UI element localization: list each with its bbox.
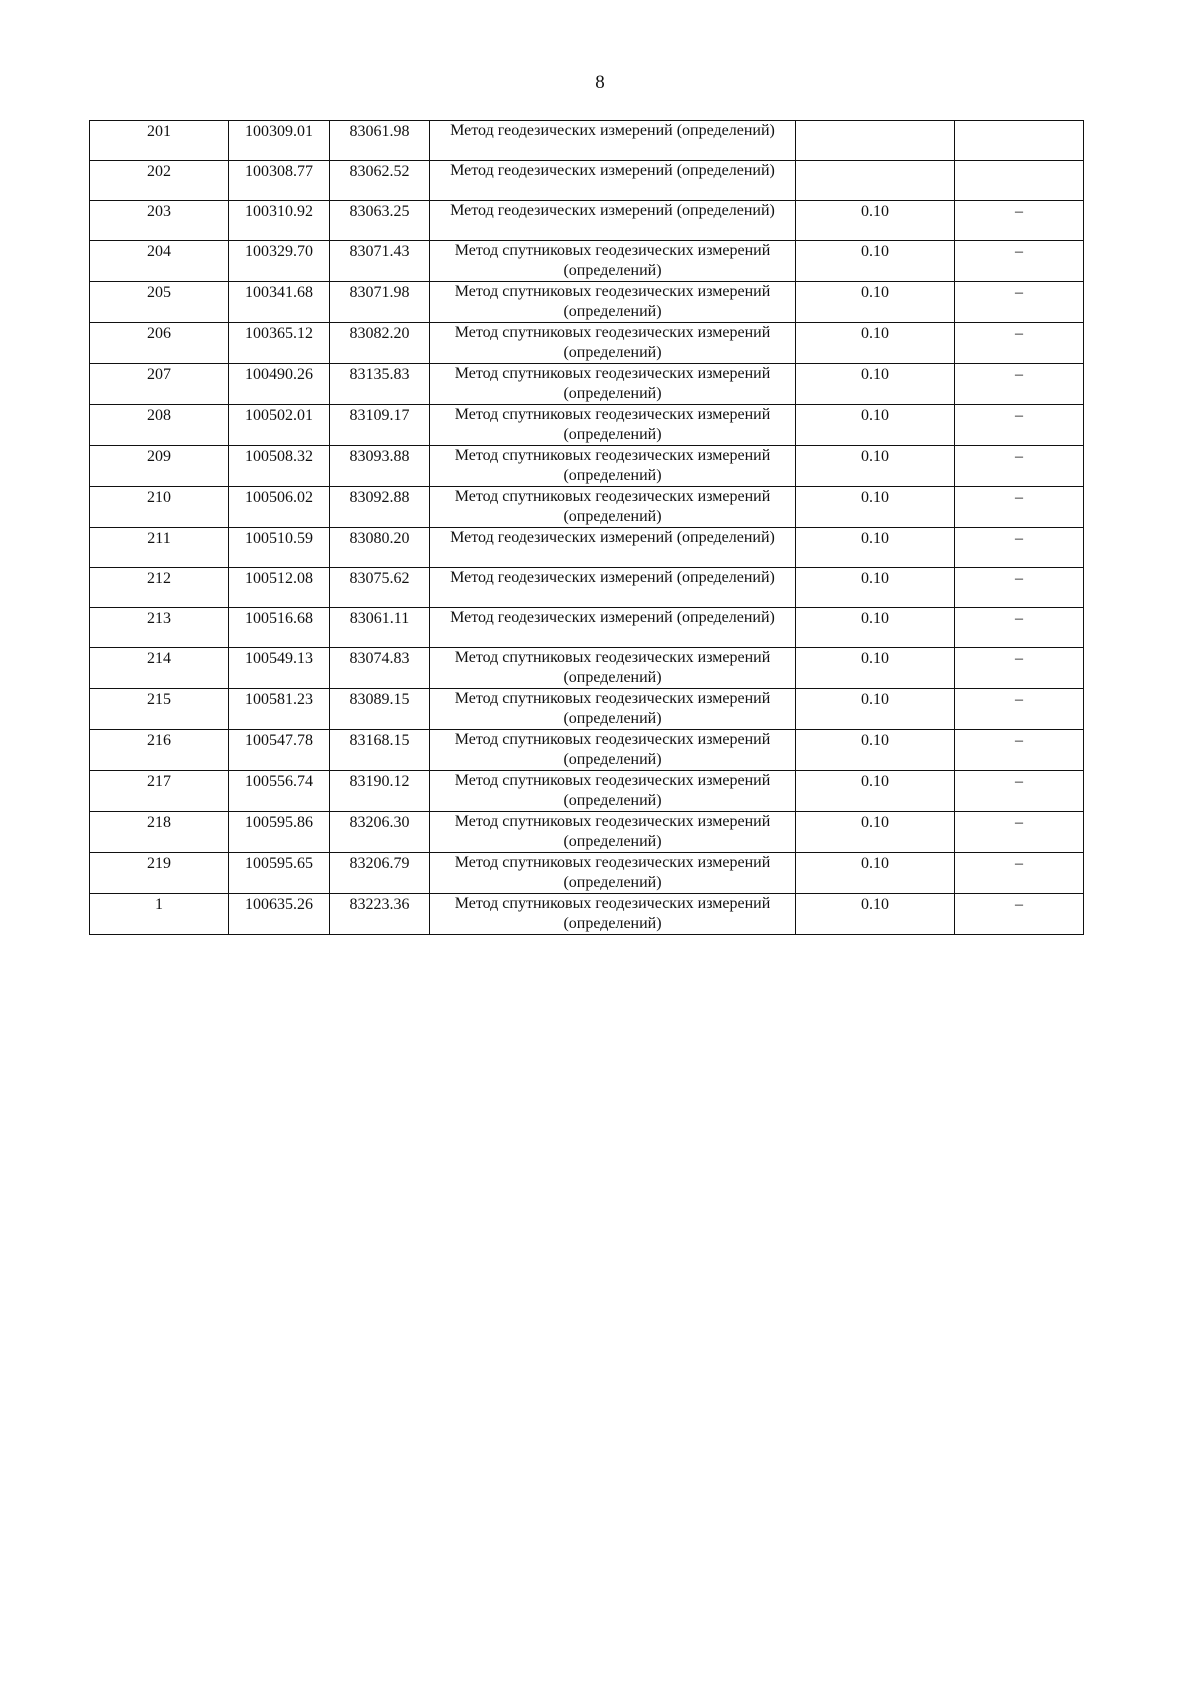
cell-y-coordinate: 83093.88	[330, 446, 430, 487]
cell-method: Метод спутниковых геодезических измерений (определений)	[430, 282, 796, 323]
table-row	[90, 771, 1084, 812]
cell-accuracy: 0.10	[796, 648, 955, 689]
cell-note: –	[955, 812, 1084, 853]
cell-note: –	[955, 241, 1084, 282]
cell-x-coordinate: 100308.77	[229, 161, 330, 201]
cell-note: –	[955, 894, 1084, 935]
cell-note	[955, 161, 1084, 201]
cell-accuracy: 0.10	[796, 730, 955, 771]
cell-method: Метод геодезических измерений (определений)	[430, 528, 796, 568]
cell-x-coordinate: 100341.68	[229, 282, 330, 323]
cell-note: –	[955, 689, 1084, 730]
cell-method: Метод геодезических измерений (определений)	[430, 201, 796, 241]
cell-method: Метод спутниковых геодезических измерений (определений)	[430, 648, 796, 689]
cell-accuracy	[796, 121, 955, 161]
cell-y-coordinate: 83071.43	[330, 241, 430, 282]
cell-y-coordinate: 83206.79	[330, 853, 430, 894]
cell-accuracy: 0.10	[796, 894, 955, 935]
table-row	[90, 528, 1084, 568]
cell-note: –	[955, 568, 1084, 608]
table-row	[90, 853, 1084, 894]
cell-note: –	[955, 730, 1084, 771]
table-row	[90, 812, 1084, 853]
cell-accuracy: 0.10	[796, 241, 955, 282]
table-row	[90, 201, 1084, 241]
cell-x-coordinate: 100581.23	[229, 689, 330, 730]
cell-y-coordinate: 83071.98	[330, 282, 430, 323]
cell-method: Метод спутниковых геодезических измерений (определений)	[430, 894, 796, 935]
table-row	[90, 241, 1084, 282]
table-row	[90, 487, 1084, 528]
cell-note: –	[955, 446, 1084, 487]
table-row	[90, 894, 1084, 935]
cell-y-coordinate: 83063.25	[330, 201, 430, 241]
coordinates-table	[89, 120, 1084, 935]
cell-accuracy: 0.10	[796, 323, 955, 364]
table-row	[90, 121, 1084, 161]
cell-accuracy: 0.10	[796, 201, 955, 241]
cell-point-number: 214	[90, 648, 229, 689]
cell-point-number: 219	[90, 853, 229, 894]
table-body	[90, 121, 1084, 935]
table-row	[90, 730, 1084, 771]
table-row	[90, 364, 1084, 405]
table-row	[90, 648, 1084, 689]
cell-method: Метод спутниковых геодезических измерений (определений)	[430, 812, 796, 853]
cell-x-coordinate: 100310.92	[229, 201, 330, 241]
cell-method: Метод спутниковых геодезических измерений (определений)	[430, 446, 796, 487]
cell-y-coordinate: 83074.83	[330, 648, 430, 689]
cell-y-coordinate: 83061.11	[330, 608, 430, 648]
table-row	[90, 323, 1084, 364]
cell-note: –	[955, 771, 1084, 812]
table-row	[90, 608, 1084, 648]
cell-accuracy: 0.10	[796, 487, 955, 528]
cell-y-coordinate: 83109.17	[330, 405, 430, 446]
cell-x-coordinate: 100329.70	[229, 241, 330, 282]
cell-accuracy	[796, 161, 955, 201]
cell-note: –	[955, 528, 1084, 568]
cell-accuracy: 0.10	[796, 853, 955, 894]
cell-method: Метод геодезических измерений (определений)	[430, 568, 796, 608]
cell-x-coordinate: 100549.13	[229, 648, 330, 689]
cell-y-coordinate: 83062.52	[330, 161, 430, 201]
cell-accuracy: 0.10	[796, 364, 955, 405]
cell-point-number: 205	[90, 282, 229, 323]
cell-x-coordinate: 100635.26	[229, 894, 330, 935]
cell-y-coordinate: 83075.62	[330, 568, 430, 608]
cell-point-number: 216	[90, 730, 229, 771]
cell-note: –	[955, 405, 1084, 446]
cell-method: Метод спутниковых геодезических измерений (определений)	[430, 853, 796, 894]
cell-accuracy: 0.10	[796, 446, 955, 487]
cell-method: Метод спутниковых геодезических измерений (определений)	[430, 323, 796, 364]
page-number: 8	[595, 72, 605, 93]
cell-note: –	[955, 487, 1084, 528]
cell-point-number: 208	[90, 405, 229, 446]
cell-x-coordinate: 100508.32	[229, 446, 330, 487]
cell-y-coordinate: 83168.15	[330, 730, 430, 771]
table-row	[90, 282, 1084, 323]
cell-method: Метод спутниковых геодезических измерений (определений)	[430, 405, 796, 446]
cell-point-number: 213	[90, 608, 229, 648]
table-row	[90, 568, 1084, 608]
cell-y-coordinate: 83190.12	[330, 771, 430, 812]
cell-point-number: 218	[90, 812, 229, 853]
cell-point-number: 203	[90, 201, 229, 241]
cell-y-coordinate: 83135.83	[330, 364, 430, 405]
cell-x-coordinate: 100309.01	[229, 121, 330, 161]
cell-point-number: 204	[90, 241, 229, 282]
cell-accuracy: 0.10	[796, 771, 955, 812]
cell-x-coordinate: 100512.08	[229, 568, 330, 608]
table-row	[90, 161, 1084, 201]
table-row	[90, 405, 1084, 446]
cell-y-coordinate: 83206.30	[330, 812, 430, 853]
cell-y-coordinate: 83089.15	[330, 689, 430, 730]
cell-method: Метод спутниковых геодезических измерений (определений)	[430, 771, 796, 812]
cell-x-coordinate: 100510.59	[229, 528, 330, 568]
cell-accuracy: 0.10	[796, 608, 955, 648]
cell-note: –	[955, 364, 1084, 405]
cell-point-number: 209	[90, 446, 229, 487]
cell-x-coordinate: 100595.86	[229, 812, 330, 853]
cell-point-number: 206	[90, 323, 229, 364]
cell-x-coordinate: 100595.65	[229, 853, 330, 894]
cell-accuracy: 0.10	[796, 405, 955, 446]
cell-x-coordinate: 100490.26	[229, 364, 330, 405]
cell-note: –	[955, 282, 1084, 323]
cell-accuracy: 0.10	[796, 689, 955, 730]
cell-point-number: 210	[90, 487, 229, 528]
cell-accuracy: 0.10	[796, 568, 955, 608]
cell-note: –	[955, 201, 1084, 241]
cell-y-coordinate: 83092.88	[330, 487, 430, 528]
cell-method: Метод геодезических измерений (определений)	[430, 121, 796, 161]
cell-method: Метод спутниковых геодезических измерений (определений)	[430, 241, 796, 282]
cell-point-number: 207	[90, 364, 229, 405]
cell-accuracy: 0.10	[796, 282, 955, 323]
cell-note: –	[955, 323, 1084, 364]
cell-method: Метод геодезических измерений (определений)	[430, 608, 796, 648]
cell-y-coordinate: 83080.20	[330, 528, 430, 568]
cell-point-number: 212	[90, 568, 229, 608]
cell-method: Метод спутниковых геодезических измерений (определений)	[430, 364, 796, 405]
cell-x-coordinate: 100547.78	[229, 730, 330, 771]
cell-x-coordinate: 100365.12	[229, 323, 330, 364]
cell-method: Метод геодезических измерений (определений)	[430, 161, 796, 201]
cell-point-number: 1	[90, 894, 229, 935]
cell-x-coordinate: 100502.01	[229, 405, 330, 446]
cell-point-number: 215	[90, 689, 229, 730]
cell-note: –	[955, 648, 1084, 689]
cell-point-number: 217	[90, 771, 229, 812]
cell-y-coordinate: 83061.98	[330, 121, 430, 161]
table-row	[90, 689, 1084, 730]
cell-method: Метод спутниковых геодезических измерений (определений)	[430, 689, 796, 730]
cell-point-number: 201	[90, 121, 229, 161]
cell-x-coordinate: 100556.74	[229, 771, 330, 812]
cell-note	[955, 121, 1084, 161]
cell-x-coordinate: 100516.68	[229, 608, 330, 648]
cell-note: –	[955, 608, 1084, 648]
cell-accuracy: 0.10	[796, 812, 955, 853]
cell-point-number: 202	[90, 161, 229, 201]
cell-y-coordinate: 83223.36	[330, 894, 430, 935]
cell-accuracy: 0.10	[796, 528, 955, 568]
cell-note: –	[955, 853, 1084, 894]
cell-y-coordinate: 83082.20	[330, 323, 430, 364]
cell-method: Метод спутниковых геодезических измерений (определений)	[430, 487, 796, 528]
cell-point-number: 211	[90, 528, 229, 568]
cell-x-coordinate: 100506.02	[229, 487, 330, 528]
cell-method: Метод спутниковых геодезических измерений (определений)	[430, 730, 796, 771]
table-row	[90, 446, 1084, 487]
